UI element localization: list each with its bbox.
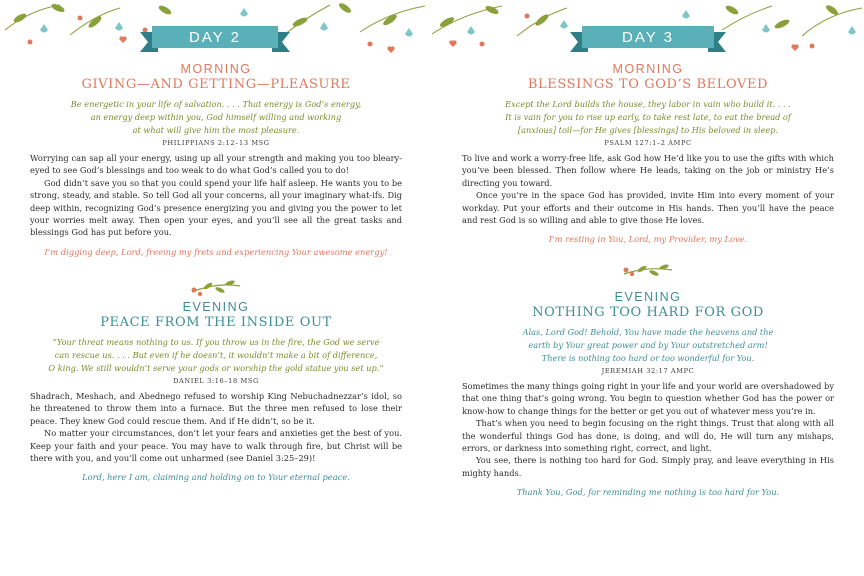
morning-verse: Be energetic in your life of salvation. . . . That energy is God’s energy, an energy deep within you, God himself willing and working at what will give him the most pleasure.	[70, 99, 362, 135]
heart-icon	[119, 36, 126, 43]
evening-verse-reference: JEREMIAH 32:17 AMPC	[601, 367, 695, 375]
morning-prayer: I’m resting in You, Lord, my Provider, my Love.	[548, 234, 748, 245]
paragraph: Worrying can sap all your energy, using up all your strength and making you too bleary-eyed to see God’s blessings and too weak to do what God’s called you to do!	[30, 153, 402, 176]
paragraph: Once you’re in the space God has provided, invite Him into every moment of your workday. Put your efforts and their outcome in His hands. Then you’ll have the peace and rest God is so willing and able to give those He loves.	[462, 190, 834, 226]
morning-label: MORNING	[180, 62, 252, 76]
day-label: DAY 2	[189, 29, 241, 46]
heart-icon	[449, 40, 456, 47]
morning-title: BLESSINGS TO GOD’S BELOVED	[527, 77, 769, 92]
evening-section	[432, 290, 864, 497]
evening-prayer: Lord, here I am, claiming and holding on to Your eternal peace.	[82, 472, 350, 483]
paragraph: Sometimes the many things going right in your life and your world are overshadowed by that one thing that’s going wrong. You begin to question whether God has the power or know-how to change things for the better or get you out of whatever mess you’re in.	[462, 381, 834, 416]
right-page	[432, 0, 864, 576]
berry-branch-divider-icon	[186, 278, 246, 298]
day-label: DAY 3	[622, 29, 674, 46]
evening-label: EVENING	[614, 290, 682, 304]
paragraph: Shadrach, Meshach, and Abednego refused to worship King Nebuchadnezzar’s idol, so he threatened to throw them into a furnace. But the three men refused to lose their peace. They knew God could rescue them. And if He didn’t, so be it.	[30, 391, 402, 426]
paragraph: You see, there is nothing too hard for God. Simply pray, and leave everything in His mighty hands.	[462, 455, 834, 478]
morning-prayer: I’m digging deep, Lord, freeing my frets and experiencing Your awesome energy!	[44, 246, 388, 257]
evening-devotional-text	[432, 380, 864, 479]
paragraph: That’s when you need to begin focusing on the right things. Trust that along with all the wonderful things God has done, is doing, and will do, He will turn any mishaps, errors, or darkness into something right, correct, and light.	[462, 418, 834, 454]
evening-section	[0, 300, 432, 482]
paragraph: No matter your circumstances, don’t let your fears and anxieties get the best of you. Keep your faith and your peace. You may have to walk through fire, but Christ will be there with you, and you’ll come out unharmed (see Daniel 3:25–29)!	[30, 428, 402, 464]
paragraph: God didn’t save you so that you could spend your life half asleep. He wants you to be strong, steady, and stable. So tell God all your concerns, all your imaginary what-ifs. Dig deep within, recognizing God’s presence energizing you and giving you the power to let your worries melt away. Then open your eyes, and you’ll see all the great tasks and blessings God has put before you.	[30, 177, 402, 238]
evening-title: NOTHING TOO HARD FOR GOD	[532, 305, 764, 320]
morning-devotional-text	[0, 152, 432, 239]
evening-verse: Alas, Lord God! Behold, You have made the heavens and the earth by Your great power and by Your outstretched arm! There is nothing too hard or too wonderful for You.	[522, 327, 774, 363]
evening-title: PEACE FROM THE INSIDE OUT	[100, 315, 332, 330]
paragraph: To live and work a worry-free life, ask God how He’d like you to use the gifts with which you’ve been blessed. Then follow where He leads, taking on the job or ministry He’s directing you toward.	[462, 153, 834, 188]
evening-verse: “Your threat means nothing to us. If you throw us in the fire, the God we serve can rescue us. . . . But even if he doesn’t, it wouldn’t make a bit of difference, O king. We still wouldn’t serve your gods or worship the gold statue you set up.”	[48, 337, 384, 373]
morning-section	[432, 62, 864, 244]
morning-title: GIVING—AND GETTING—PLEASURE	[81, 77, 351, 92]
evening-devotional-text	[0, 390, 432, 464]
evening-prayer: Thank You, God, for reminding me nothing is too hard for You.	[516, 487, 780, 498]
morning-label: MORNING	[612, 62, 684, 76]
morning-section	[0, 62, 432, 257]
berry-branch-divider-icon	[618, 262, 678, 282]
evening-verse-reference: DANIEL 3:16–18 MSG	[173, 377, 259, 385]
day-banner	[140, 26, 290, 54]
day-banner	[570, 26, 726, 54]
morning-verse-reference: PHILIPPIANS 2:12–13 MSG	[162, 139, 270, 147]
evening-label: EVENING	[182, 300, 250, 314]
morning-devotional-text	[432, 152, 864, 226]
morning-verse-reference: PSALM 127:1–2 AMPC	[604, 139, 692, 147]
morning-verse: Except the Lord builds the house, they labor in vain who build it. . . . It is vain for you to rise up early, to take rest late, to eat the bread of [anxious] toil—for He gives [blessings] to His beloved in sleep.	[505, 99, 791, 135]
